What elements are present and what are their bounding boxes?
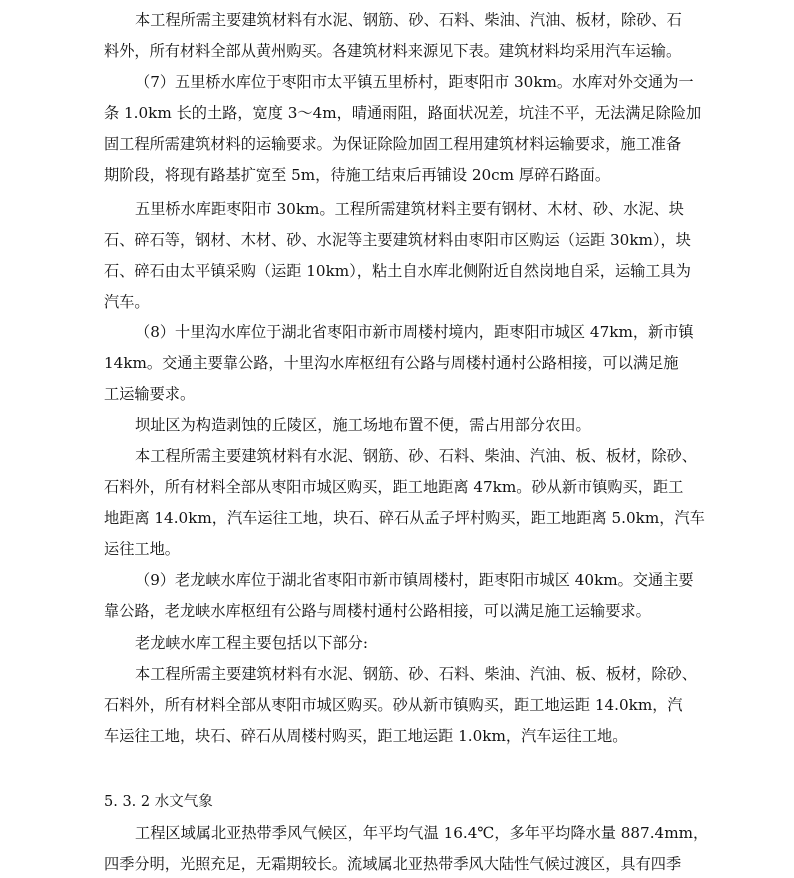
paragraph-line: 石、碎石由太平镇采购（运距 10km），粘土自水库北侧附近自然岗地自采，运输工具为 xyxy=(104,262,691,280)
paragraph-line: （9）老龙峡水库位于湖北省枣阳市新市镇周楼村，距枣阳市城区 40km。交通主要 xyxy=(135,571,694,589)
paragraph-line: 四季分明，光照充足，无霜期较长。流域属北亚热带季风大陆性气候过渡区，具有四季 xyxy=(104,855,682,873)
paragraph-line: 车运往工地，块石、碎石从周楼村购买，距工地运距 1.0km，汽车运往工地。 xyxy=(104,727,628,745)
paragraph-line: （7）五里桥水库位于枣阳市太平镇五里桥村，距枣阳市 30km。水库对外交通为一 xyxy=(135,73,694,91)
paragraph-line: 固工程所需建筑材料的运输要求。为保证除险加固工程用建筑材料运输要求，施工准备 xyxy=(104,135,682,153)
paragraph-line: 五里桥水库距枣阳市 30km。工程所需建筑材料主要有钢材、木材、砂、水泥、块 xyxy=(135,200,684,218)
paragraph-line: 期阶段，将现有路基扩宽至 5m，待施工结束后再铺设 20cm 厚碎石路面。 xyxy=(104,166,611,184)
paragraph-line: 本工程所需主要建筑材料有水泥、钢筋、砂、石料、柴油、汽油、板、板材，除砂、 xyxy=(135,447,697,465)
paragraph-line: 14km。交通主要靠公路，十里沟水库枢纽有公路与周楼村通村公路相接，可以满足施 xyxy=(104,354,679,372)
paragraph-line: 坝址区为构造剥蚀的丘陵区，施工场地布置不便，需占用部分农田。 xyxy=(135,416,591,434)
paragraph-line: 工运输要求。 xyxy=(104,385,196,403)
paragraph-line: 地距离 14.0km，汽车运往工地，块石、碎石从孟子坪村购买，距工地距离 5.0km，汽车 xyxy=(104,509,705,527)
paragraph-line: 条 1.0km 长的土路，宽度 3～4m，晴通雨阻，路面状况差，坑洼不平，无法满足除险加 xyxy=(104,104,702,122)
paragraph-line: 本工程所需主要建筑材料有水泥、钢筋、砂、石料、柴油、汽油、板材，除砂、石 xyxy=(135,11,682,29)
paragraph-line: 老龙峡水库工程主要包括以下部分: xyxy=(135,634,368,652)
paragraph-line: 汽车。 xyxy=(104,293,150,311)
paragraph-line: 本工程所需主要建筑材料有水泥、钢筋、砂、石料、柴油、汽油、板、板材，除砂、 xyxy=(135,665,697,683)
paragraph-line: 石料外，所有材料全部从枣阳市城区购买。砂从新市镇购买，距工地运距 14.0km，汽 xyxy=(104,696,683,714)
paragraph-line: （8）十里沟水库位于湖北省枣阳市新市周楼村境内，距枣阳市城区 47km，新市镇 xyxy=(135,323,694,341)
paragraph-line: 料外，所有材料全部从黄州购买。各建筑材料来源见下表。建筑材料均采用汽车运输。 xyxy=(104,42,682,60)
paragraph-line: 石、碎石等，钢材、木材、砂、水泥等主要建筑材料由枣阳市区购运（运距 30km），块 xyxy=(104,231,691,249)
paragraph-line: 运往工地。 xyxy=(104,540,180,558)
paragraph-line: 靠公路，老龙峡水库枢纽有公路与周楼村通村公路相接，可以满足施工运输要求。 xyxy=(104,602,651,620)
section-heading: 5. 3. 2 水文气象 xyxy=(104,794,213,810)
paragraph-line: 工程区域属北亚热带季风气候区，年平均气温 16.4℃，多年平均降水量 887.4mm， xyxy=(135,824,709,842)
paragraph-line: 石料外，所有材料全部从枣阳市城区购买，距工地距离 47km。砂从新市镇购买，距工 xyxy=(104,478,684,496)
